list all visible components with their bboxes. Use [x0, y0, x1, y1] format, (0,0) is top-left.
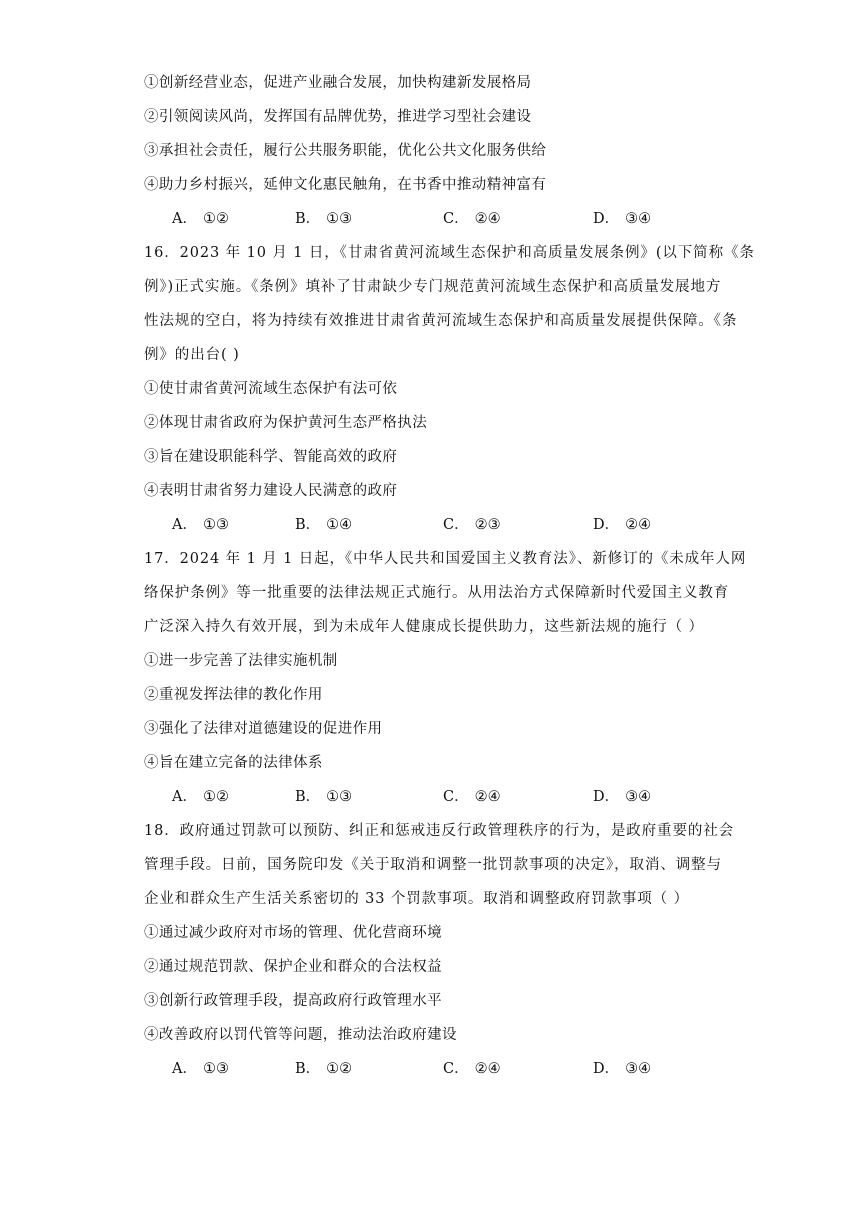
q16-option-4: ④表明甘肃省努力建设人民满意的政府 [144, 483, 398, 499]
q16-stem-line-2: 例》)正式实施。《条例》填补了甘肃缺少专门规范黄河流域生态保护和高质量发展地方 [144, 279, 722, 295]
q16-option-3: ③旨在建设职能科学、智能高效的政府 [144, 449, 398, 465]
q17-choice-a[interactable]: A． ①② [172, 789, 229, 805]
q15-choice-c[interactable]: C． ②④ [443, 211, 501, 227]
q15-option-4: ④助力乡村振兴，延伸文化惠民触角，在书香中推动精神富有 [144, 177, 547, 193]
q16-choice-c[interactable]: C． ②③ [443, 517, 501, 533]
q18-option-4: ④改善政府以罚代管等问题，推动法治政府建设 [144, 1027, 457, 1043]
q17-option-3: ③强化了法律对道德建设的促进作用 [144, 721, 383, 737]
q17-option-2: ②重视发挥法律的教化作用 [144, 687, 323, 703]
q15-answer-choices [144, 202, 724, 236]
q17-stem-line-2: 络保护条例》等一批重要的法律法规正式施行。从用法治方式保障新时代爱国主义教育 [144, 585, 730, 601]
question-15 [144, 66, 724, 236]
q17-option-4: ④旨在建立完备的法律体系 [144, 755, 323, 771]
q17-option-1: ①进一步完善了法律实施机制 [144, 653, 338, 669]
q18-stem-line-3: 企业和群众生产生活关系密切的 33 个罚款事项。取消和调整政府罚款事项（ ） [144, 891, 689, 907]
q18-choice-b[interactable]: B． ①② [295, 1061, 353, 1077]
exam-page [144, 66, 755, 1086]
q18-answer-choices [144, 1052, 724, 1086]
q15-option-1: ①创新经营业态，促进产业融合发展，加快构建新发展格局 [144, 75, 532, 91]
q18-option-3: ③创新行政管理手段，提高政府行政管理水平 [144, 993, 442, 1009]
q16-stem-line-4: 例》的出台( ) [144, 347, 240, 363]
q17-answer-choices [144, 780, 724, 814]
q18-stem-line-2: 管理手段。日前，国务院印发《关于取消和调整一批罚款事项的决定》，取消、调整与 [144, 857, 722, 873]
q15-option-2: ②引领阅读风尚，发挥国有品牌优势，推进学习型社会建设 [144, 109, 532, 125]
q16-choice-a[interactable]: A． ①③ [172, 517, 229, 533]
q16-option-2: ②体现甘肃省政府为保护黄河生态严格执法 [144, 415, 428, 431]
q16-choice-d[interactable]: D． ②④ [593, 517, 652, 533]
q18-option-1: ①通过减少政府对市场的管理、优化营商环境 [144, 925, 442, 941]
q18-option-2: ②通过规范罚款、保护企业和群众的合法权益 [144, 959, 442, 975]
q15-choice-d[interactable]: D． ③④ [593, 211, 652, 227]
q15-option-3: ③承担社会责任，履行公共服务职能，优化公共文化服务供给 [144, 143, 547, 159]
q17-choice-c[interactable]: C． ②④ [443, 789, 501, 805]
q18-choice-c[interactable]: C． ②④ [443, 1061, 501, 1077]
q16-stem-line-1: 16．2023 年 10 月 1 日，《甘肃省黄河流域生态保护和高质量发展条例》(以下简称《条 [144, 245, 755, 261]
q15-choice-a[interactable]: A． ①② [172, 211, 229, 227]
q16-stem-line-3: 性法规的空白，将为持续有效推进甘肃省黄河流域生态保护和高质量发展提供保障。《条 [144, 313, 738, 329]
question-16 [144, 236, 755, 542]
question-17 [144, 542, 747, 814]
q17-stem-line-3: 广泛深入持久有效开展，到为未成年人健康成长提供助力，这些新法规的施行（ ） [144, 619, 704, 635]
q16-answer-choices [144, 508, 724, 542]
question-18 [144, 814, 735, 1086]
q18-stem-line-1: 18．政府通过罚款可以预防、纠正和惩戒违反行政管理秩序的行为，是政府重要的社会 [144, 823, 735, 839]
q18-choice-a[interactable]: A． ①③ [172, 1061, 229, 1077]
q17-stem-line-1: 17．2024 年 1 月 1 日起，《中华人民共和国爱国主义教育法》、新修订的《未成年人网 [144, 551, 747, 567]
q16-option-1: ①使甘肃省黄河流域生态保护有法可依 [144, 381, 398, 397]
q17-choice-d[interactable]: D． ③④ [593, 789, 652, 805]
q16-choice-b[interactable]: B． ①④ [295, 517, 353, 533]
q15-choice-b[interactable]: B． ①③ [295, 211, 353, 227]
q18-choice-d[interactable]: D． ③④ [593, 1061, 652, 1077]
q17-choice-b[interactable]: B． ①③ [295, 789, 353, 805]
